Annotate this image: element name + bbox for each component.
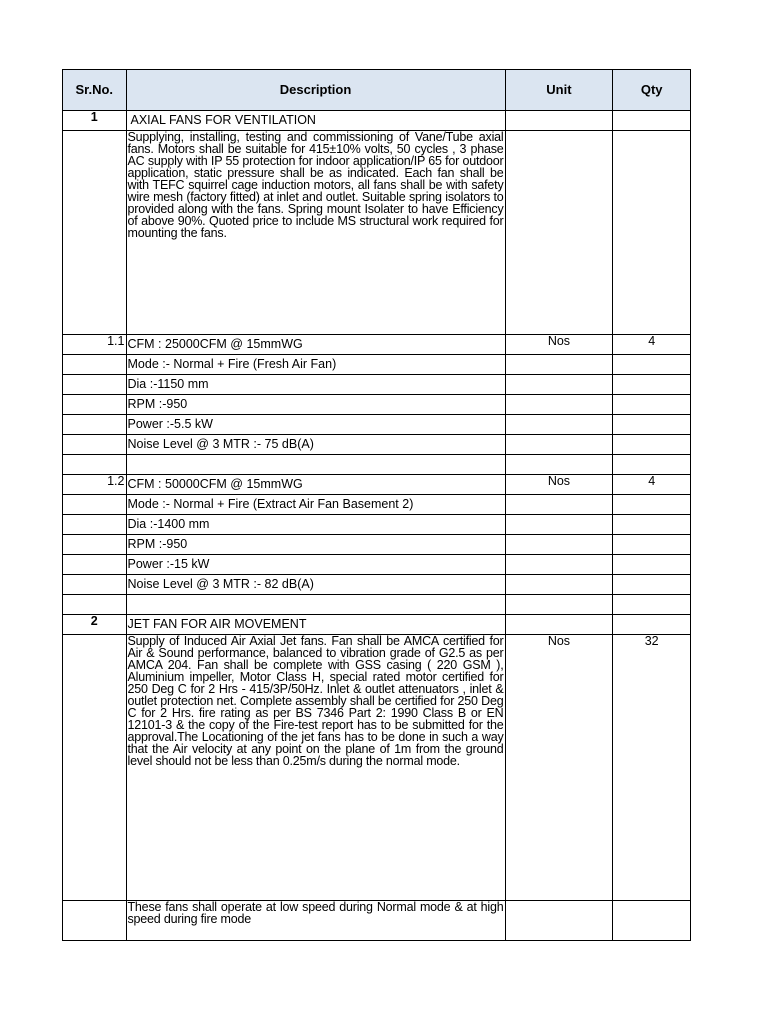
detail-text: Noise Level @ 3 MTR :- 75 dB(A) <box>126 435 505 455</box>
section-number: 1 <box>63 111 127 131</box>
header-row <box>63 70 691 111</box>
item-qty: 32 <box>613 635 691 901</box>
detail-text: RPM :-950 <box>126 535 505 555</box>
item-row <box>63 475 691 495</box>
detail-row <box>63 515 691 535</box>
spec-row <box>63 131 691 335</box>
boq-table <box>62 69 691 941</box>
item-unit: Nos <box>505 335 613 355</box>
detail-text: Mode :- Normal + Fire (Extract Air Fan Basement 2) <box>126 495 505 515</box>
section-number: 2 <box>63 615 127 635</box>
detail-row <box>63 575 691 595</box>
spec-text: Supplying, installing, testing and commissioning of Vane/Tube axial fans. Motors shall be suitable for 415±10% volts, 50 cycles , 3 phase AC supply with IP 55 protection for indoor application/IP 65 for outdoor application, static pressure shall be as indicated. Each fan shall be with TEFC squirrel cage induction motors, all fans shall be with safety wire mesh (factory fitted) at inlet and outlet. Suitable spring isolators to provided along with the fans. Spring mount Isolater to have Efficiency of above 90%. Quoted price to include MS structural work required for mounting the fans. <box>126 131 505 335</box>
item-cfm: CFM : 50000CFM @ 15mmWG <box>126 475 505 495</box>
section-title: JET FAN FOR AIR MOVEMENT <box>126 615 505 635</box>
detail-row <box>63 495 691 515</box>
header-unit: Unit <box>505 70 613 111</box>
spec-text: Supply of Induced Air Axial Jet fans. Fan shall be AMCA certified for Air & Sound performance, balanced to vibration grade of G2.5 as per AMCA 204. Fan shall be complete with GSS casing ( 220 GSM ), Aluminium impeller, Motor Class H, special rated motor certified for 250 Deg C for 2 Hrs - 415/3P/50Hz. Inlet & outlet attenuators , inlet & outlet protection net. Complete assembly shall be certified for 250 Deg C for 2 Hrs. fire rating as per BS 7346 Part 2: 1990 Class B or EN 12101-3 & the copy of the Fire-test report has to be submitted for the approval.The Locationing of the jet fans has to be done in such a way that the Air velocity at any point on the plane of 1m from the ground level should not be less than 0.25m/s during the normal mode. <box>126 635 505 901</box>
detail-text: Dia :-1150 mm <box>126 375 505 395</box>
detail-text: Dia :-1400 mm <box>126 515 505 535</box>
item-row <box>63 335 691 355</box>
detail-text: Power :-5.5 kW <box>126 415 505 435</box>
detail-text: Mode :- Normal + Fire (Fresh Air Fan) <box>126 355 505 375</box>
header-description: Description <box>126 70 505 111</box>
detail-row <box>63 375 691 395</box>
detail-row <box>63 355 691 375</box>
section-row <box>63 111 691 131</box>
detail-text: Noise Level @ 3 MTR :- 82 dB(A) <box>126 575 505 595</box>
note-text: These fans shall operate at low speed during Normal mode & at high speed during fire mode <box>126 901 505 941</box>
detail-text: RPM :-950 <box>126 395 505 415</box>
detail-row <box>63 535 691 555</box>
section-row <box>63 615 691 635</box>
item-cfm: CFM : 25000CFM @ 15mmWG <box>126 335 505 355</box>
item-number: 1.2 <box>63 475 127 495</box>
item-qty: 4 <box>613 335 691 355</box>
detail-row <box>63 555 691 575</box>
header-qty: Qty <box>613 70 691 111</box>
detail-row <box>63 415 691 435</box>
section-title: AXIAL FANS FOR VENTILATION <box>126 111 505 131</box>
detail-row <box>63 395 691 415</box>
blank-row <box>63 455 691 475</box>
header-sr: Sr.No. <box>63 70 127 111</box>
spec-row <box>63 635 691 901</box>
item-unit: Nos <box>505 635 613 901</box>
blank-row <box>63 595 691 615</box>
item-number: 1.1 <box>63 335 127 355</box>
detail-text: Power :-15 kW <box>126 555 505 575</box>
item-qty: 4 <box>613 475 691 495</box>
note-row <box>63 901 691 941</box>
item-unit: Nos <box>505 475 613 495</box>
detail-row <box>63 435 691 455</box>
